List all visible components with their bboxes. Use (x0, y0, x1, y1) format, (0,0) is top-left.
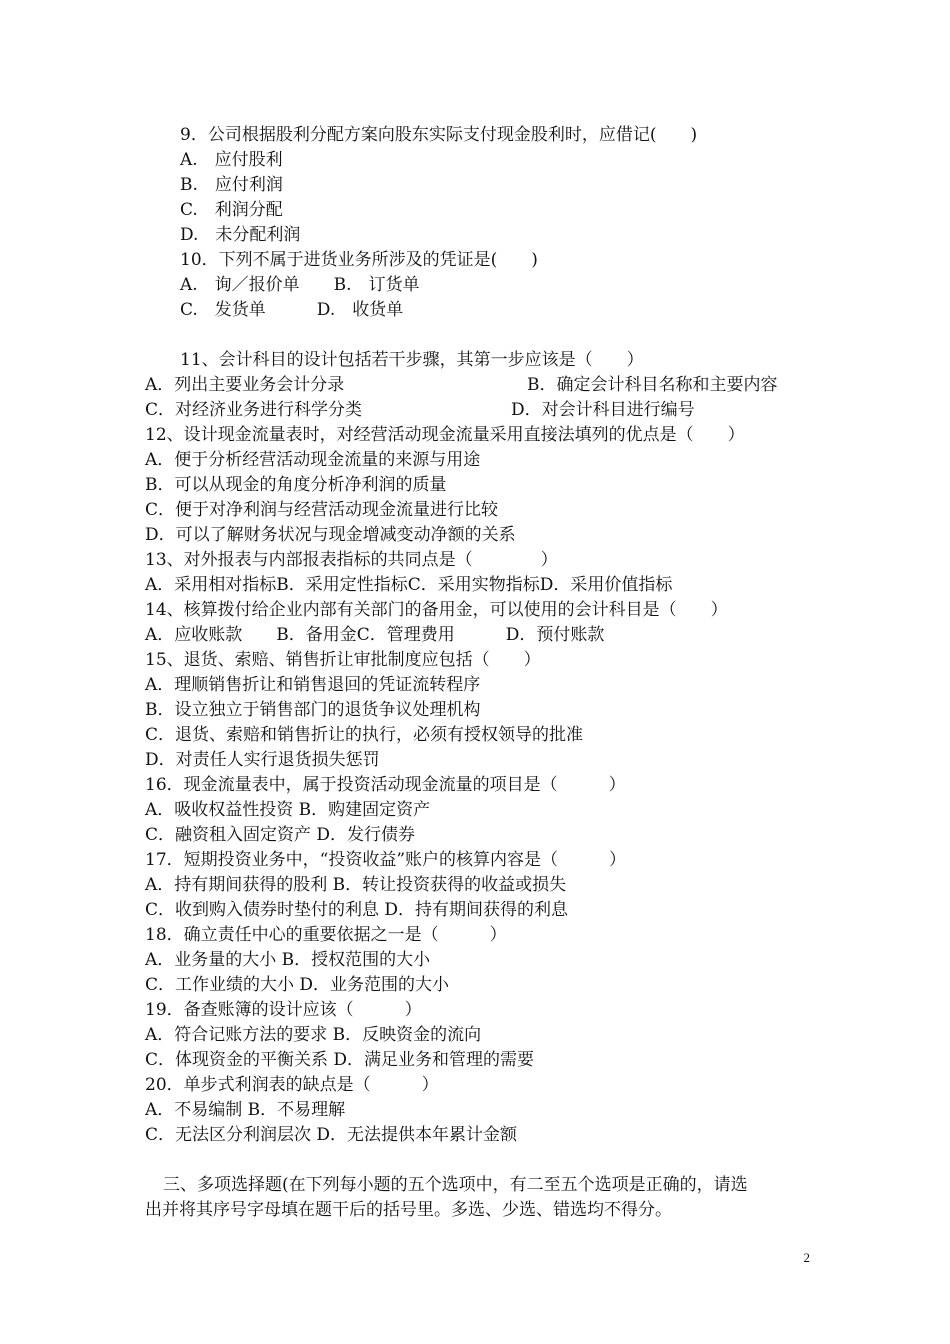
question-14-options: A．应收账款 B．备用金C．管理费用 D．预付账款 (145, 625, 605, 645)
question-10-options-cd: C. 发货单 D. 收货单 (180, 300, 404, 320)
question-11-option-a: A．列出主要业务会计分录 (145, 375, 345, 395)
question-11-option-b: B．确定会计科目名称和主要内容 (527, 375, 778, 395)
question-20-options-ab: A．不易编制 B．不易理解 (145, 1100, 346, 1120)
question-11-option-d: D．对会计科目进行编号 (511, 400, 695, 420)
question-16-stem: 16．现金流量表中，属于投资活动现金流量的项目是（ ） (145, 775, 626, 795)
question-11-stem: 11、会计科目的设计包括若干步骤，其第一步应该是（ ） (180, 350, 644, 370)
question-12-stem: 12、设计现金流量表时，对经营活动现金流量采用直接法填列的优点是（ ） (145, 425, 745, 445)
question-9-option-d: D. 未分配利润 (180, 225, 301, 245)
question-18-stem: 18．确立责任中心的重要依据之一是（ ） (145, 925, 507, 945)
question-18-options-ab: A．业务量的大小 B．授权范围的大小 (145, 950, 431, 970)
question-15-option-c: C．退货、索赔和销售折让的执行，必须有授权领导的批准 (145, 725, 584, 745)
question-15-option-d: D．对责任人实行退货损失惩罚 (145, 750, 380, 770)
page-number: 2 (803, 1250, 810, 1265)
question-13-stem: 13、对外报表与内部报表指标的共同点是（ ） (145, 550, 558, 570)
question-19-options-cd: C．体现资金的平衡关系 D．满足业务和管理的需要 (145, 1050, 535, 1070)
question-12-option-d: D．可以了解财务状况与现金增减变动净额的关系 (145, 525, 516, 545)
question-9-option-a: A. 应付股利 (180, 150, 283, 170)
question-16-options-ab: A．吸收权益性投资 B．购建固定资产 (145, 800, 431, 820)
question-12-option-a: A．便于分析经营活动现金流量的来源与用途 (145, 450, 481, 470)
question-17-options-cd: C．收到购入债券时垫付的利息 D．持有期间获得的利息 (145, 900, 569, 920)
question-12-option-b: B．可以从现金的角度分析净利润的质量 (145, 475, 447, 495)
question-20-stem: 20．单步式利润表的缺点是（ ） (145, 1075, 439, 1095)
question-14-stem: 14、核算拨付给企业内部有关部门的备用金，可以使用的会计科目是（ ） (145, 600, 728, 620)
question-9-option-c: C. 利润分配 (180, 200, 283, 220)
question-16-options-cd: C．融资租入固定资产 D．发行债券 (145, 825, 416, 845)
question-10-stem: 10．下列不属于进货业务所涉及的凭证是( ) (180, 250, 538, 270)
question-17-stem: 17．短期投资业务中，“投资收益”账户的核算内容是（ ） (145, 850, 627, 870)
question-20-options-cd: C．无法区分利润层次 D．无法提供本年累计金额 (145, 1125, 518, 1145)
section-3-instructions-line-1: 三、多项选择题(在下列每小题的五个选项中，有二至五个选项是正确的，请选 (163, 1175, 748, 1195)
question-9-stem: 9．公司根据股利分配方案向股东实际支付现金股利时，应借记( ) (180, 125, 698, 145)
question-17-options-ab: A．持有期间获得的股利 B．转让投资获得的收益或损失 (145, 875, 567, 895)
question-10-options-ab: A. 询／报价单 B. 订货单 (180, 275, 420, 295)
question-13-options: A．采用相对指标B．采用定性指标C．采用实物指标D．采用价值指标 (145, 575, 673, 595)
question-18-options-cd: C．工作业绩的大小 D．业务范围的大小 (145, 975, 450, 995)
question-9-option-b: B. 应付利润 (180, 175, 283, 195)
question-15-option-a: A．理顺销售折让和销售退回的凭证流转程序 (145, 675, 481, 695)
question-15-stem: 15、退货、索赔、销售折让审批制度应包括（ ） (145, 650, 541, 670)
question-12-option-c: C．便于对净利润与经营活动现金流量进行比较 (145, 500, 499, 520)
question-19-options-ab: A．符合记账方法的要求 B．反映资金的流向 (145, 1025, 482, 1045)
question-11-option-c: C．对经济业务进行科学分类 (145, 400, 363, 420)
question-19-stem: 19．备查账簿的设计应该（ ） (145, 1000, 422, 1020)
section-3-instructions-line-2: 出并将其序号字母填在题干后的括号里。多选、少选、错选均不得分。 (145, 1200, 672, 1220)
question-15-option-b: B．设立独立于销售部门的退货争议处理机构 (145, 700, 481, 720)
